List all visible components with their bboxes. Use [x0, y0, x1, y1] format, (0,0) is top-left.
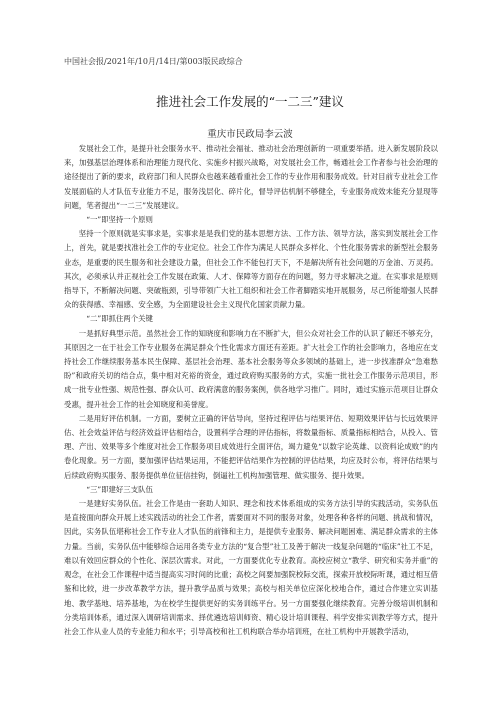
- article-author: 重庆市民政局李云波: [207, 129, 293, 140]
- section-heading: “一”即坚持一个原则: [86, 215, 153, 225]
- article-body: [64, 142, 438, 639]
- body-paragraph: 一是抓好典型示范。虽然社会工作的知晓度和影响力在不断扩大，但公众对社会工作的认识了解还不够充分，其原因之一在于社会工作专业服务在满足群众个性化需求方面还有差距。扩大社会工作的社会影响力，各地应在支持社会工作继续服务基本民生保障、基层社会治理、基本社会服务等众多领域的基础上，进一步找准群众“急难愁盼”和政府关切的结合点，集中相对充裕的资金，通过政府购买服务的方式，实施一批社会工作服务示范项目，形成一批专业性强、规范性强、群众认可、政府满意的服务案例，供各地学习推广。同时，通过实施示范项目让群众受惠，提升社会工作的社会知晓度和美誉度。: [64, 328, 438, 409]
- source-line: 中国社会报/2021年/10月/14日/第003版民政综合: [64, 57, 243, 66]
- section-heading: “三”即建好三支队伍: [86, 484, 153, 494]
- article-title: 推进社会工作发展的“一二三”建议: [156, 94, 344, 109]
- body-paragraph: 发展社会工作，是提升社会服务水平、推动社会福祉、推动社会治理创新的一项重要举措。进入新发展阶段以来，加强基层治理体系和治理能力现代化、实施乡村振兴战略，对发展社会工作，畅通社会工作者参与社会治理的途径提出了新的要求，政府部门和人民群众也越来越看重社会工作的专业作用和服务成效。针对目前专业社会工作发展面临的人才队伍专业能力不足，服务浅层化、碎片化，督导评估机制不够健全，专业服务成效未能充分显现等问题，笔者提出“一二三”发展建议。: [64, 144, 438, 210]
- body-paragraph: 二是用好评估机制。一方面，要树立正确的评估导向，坚持过程评估与结果评估、短期效果评估与长远效果评估、社会效益评估与经济效益评估相结合，设置科学合理的评估指标，将数量指标、质量指标相结合，从投入、管理、产出、效果等多个维度对社会工作服务项目成效进行全面评估，竭力避免“以数字论英雄、以资料论成败”的内卷化现象。另一方面，要加强评估结果运用，不能把评估结果作为控制的评估结果，均应及时公布，将评估结果与后续政府购买服务、服务提供单位征信挂钩，倒逼社工机构加强管理、做实服务、提升效果。: [64, 413, 438, 480]
- body-paragraph: 坚持一个原则就是实事求是，实事求是是我们党的基本思想方法、工作方法、领导方法，落实到发展社会工作上，首先，就是要找准社会工作的专业定位。社会工作作为满足人民群众多样化、个性化服务需求的新型社会服务业态，是重要的民生服务和社会建设力量，但社会工作不能包打天下，不是解决所有社会问题的万金油、万灵药。其次，必须承认并正视社会工作发展在政策、人才、保障等方面存在的问题，努力寻求解决之道。在实事求是原则指导下，不断解决问题、突破瓶颈，引导带领广大社工组织和社会工作者脚踏实地开展服务，尽己所能增强人民群众的获得感、幸福感、安全感，为全面建设社会主义现代化国家贡献力量。: [64, 229, 438, 310]
- section-heading: “二”即抓住两个关键: [86, 314, 153, 324]
- body-paragraph: 一是建好实务队伍。社会工作是由一套助人知识、理念和技术体系组成的实务方法引导的实践活动，实务队伍是直接面向群众开展上述实践活动的社会工作者，需要面对不同的服务对象，处理各种各样的问题、挑战和情况，因此，实务队伍堪称社会工作专业人才队伍的前锋和主力，是提供专业服务、解决问题困难、满足群众需求的主体力量。当前，实务队伍中能够综合运用各类专业方法的“复合型”社工及善于解决一线复杂问题的“临床”社工不足，难以有效回应群众的个性化、深层次需求。对此，一方面要优化专业教育。高校应树立“教学、研究和实务并重”的观念，在社会工作课程中适当提高实习时间的比重；高校之间要加强院校际交流，探索开放校际听课，通过相互借鉴和比较，进一步改革教学方法，提升教学品质与效果；高校与相关单位应深化校地合作，通过合作建立实训基地、教学基地、培养基地，为在校学生提供更好的实务训练平台。另一方面要强化继续教育。完善分级培训机制和分类培训体系，通过深入调研培训需求、择优遴选培训师资、精心设计培训课程、科学安排实训教学等方式，提升社会工作从业人员的专业能力和水平；引导高校和社工机构联合举办培训班，在社工机构中开展教学活动，: [64, 499, 438, 636]
